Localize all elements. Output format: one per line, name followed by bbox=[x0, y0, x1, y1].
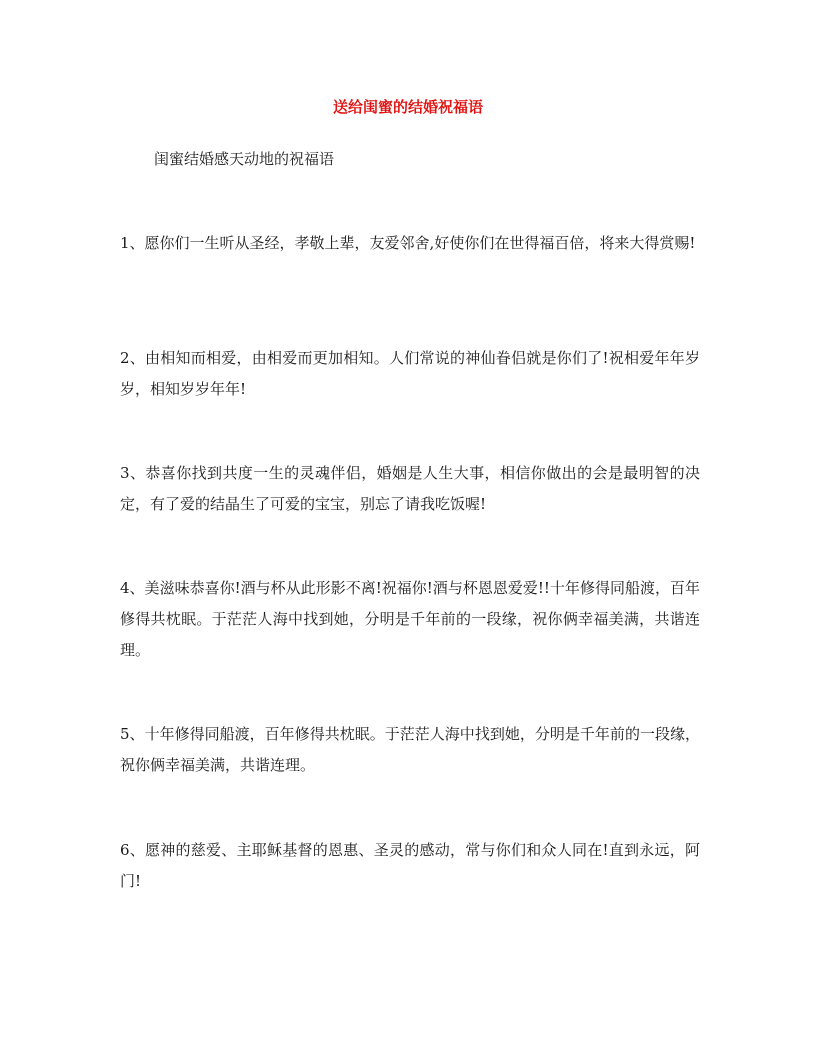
document-subtitle: 闺蜜结婚感天动地的祝福语 bbox=[154, 150, 335, 168]
blessing-paragraph-6: 6、愿神的慈爱、主耶稣基督的恩惠、圣灵的感动，常与你们和众人同在!直到永远，阿门! bbox=[120, 841, 700, 890]
blessing-paragraph-4: 4、美滋味恭喜你!酒与杯从此形影不离!祝福你!酒与杯恩恩爱爱!!十年修得同船渡，百年修得共枕眠。于茫茫人海中找到她，分明是千年前的一段缘，祝你俩幸福美满，共谐连理。 bbox=[120, 579, 700, 659]
blessing-paragraph-3: 3、恭喜你找到共度一生的灵魂伴侣，婚姻是人生大事，相信你做出的会是最明智的决定，有了爱的结晶生了可爱的宝宝，别忘了请我吃饭喔! bbox=[120, 464, 700, 513]
document-title: 送给闺蜜的结婚祝福语 bbox=[332, 98, 483, 116]
blessing-paragraph-2: 2、由相知而相爱，由相爱而更加相知。人们常说的神仙眷侣就是你们了!祝相爱年年岁岁，相知岁岁年年! bbox=[120, 349, 700, 398]
blessing-paragraph-5: 5、十年修得同船渡，百年修得共枕眠。于茫茫人海中找到她，分明是千年前的一段缘，祝你俩幸福美满，共谐连理。 bbox=[120, 725, 700, 774]
blessing-paragraph-1: 1、愿你们一生听从圣经，孝敬上辈，友爱邻舍,好使你们在世得福百倍，将来大得赏赐! bbox=[120, 234, 696, 252]
